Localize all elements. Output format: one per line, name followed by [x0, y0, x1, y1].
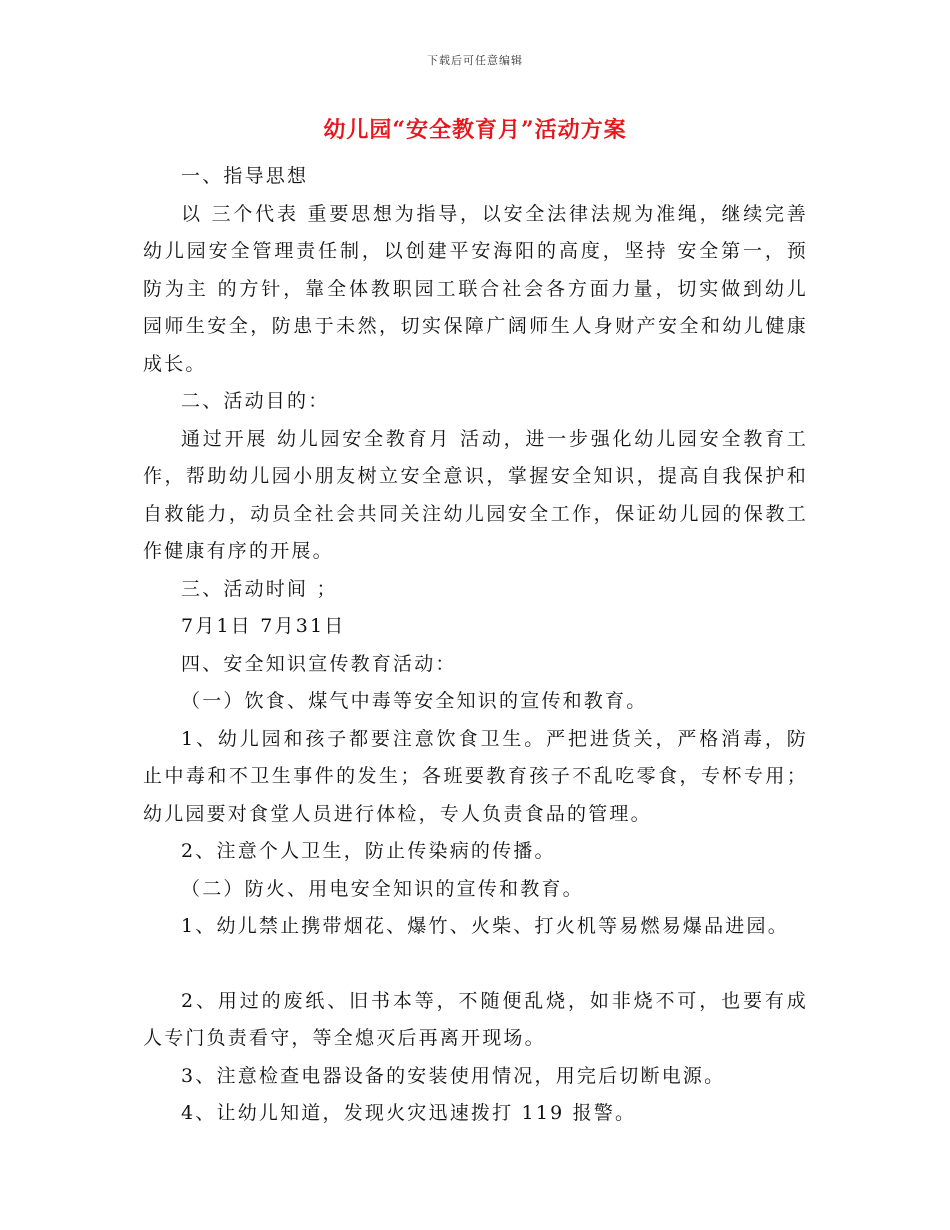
list-item-food-hygiene: 1、幼儿园和孩子都要注意饮食卫生。严把进货关，严格消毒，防止中毒和不卫生事件的发生；各班要教育孩子不乱吃零食，专杯专用；幼儿园要对食堂人员进行体检，专人负责食品的管理。: [143, 727, 808, 825]
list-item-call-119: 4、让幼儿知道，发现火灾迅速拨打 119 报警。: [181, 1102, 637, 1124]
subsection-heading-fire-electricity: （二）防火、用电安全知识的宣传和教育。: [181, 877, 584, 900]
list-item-no-burning: 2、用过的废纸、旧书本等，不随便乱烧，如非烧不可，也要有成人专门负责看守，等全熄灭后再离开现场。: [143, 989, 808, 1049]
list-item-no-flammables: 1、幼儿禁止携带烟花、爆竹、火柴、打火机等易燃易爆品进园。: [181, 915, 789, 937]
page-header-note: 下载后可任意编辑: [427, 54, 523, 67]
section-heading-guiding-ideology: 一、指导思想: [181, 165, 309, 187]
paragraph-guiding-ideology: 以 三个代表 重要思想为指导，以安全法律法规为准绳，继续完善幼儿园安全管理责任制，以创建平安海阳的高度，坚持 安全第一，预防为主 的方针，靠全体教职园工联合社会各方面力量，切实做到幼儿园师生安全，防患于未然，切实保障广阔师生人身财产安全和幼儿健康成长。: [143, 202, 808, 375]
list-item-check-electrical: 3、注意检查电器设备的安装使用情况，用完后切断电源。: [181, 1064, 726, 1087]
section-heading-safety-education: 四、安全知识宣传教育活动：: [181, 652, 457, 675]
document-body: [143, 158, 808, 1133]
blank-line: [143, 946, 808, 983]
section-heading-activity-purpose: 二、活动目的：: [181, 390, 330, 412]
section-heading-activity-time: 三、活动时间 ；: [181, 577, 338, 600]
paragraph-activity-dates: 7月1日 7月31日: [181, 615, 346, 637]
paragraph-activity-purpose: 通过开展 幼儿园安全教育月 活动，进一步强化幼儿园安全教育工作，帮助幼儿园小朋友树立安全意识，掌握安全知识，提高自我保护和自救能力，动员全社会共同关注幼儿园安全工作，保证幼儿园的保教工作健康有序的开展。: [143, 427, 808, 562]
subsection-heading-food-gas: （一）饮食、煤气中毒等安全知识的宣传和教育。: [181, 690, 648, 712]
document-title: 幼儿园“安全教育月”活动方案: [323, 117, 627, 143]
list-item-personal-hygiene: 2、注意个人卫生，防止传染病的传播。: [181, 840, 556, 862]
